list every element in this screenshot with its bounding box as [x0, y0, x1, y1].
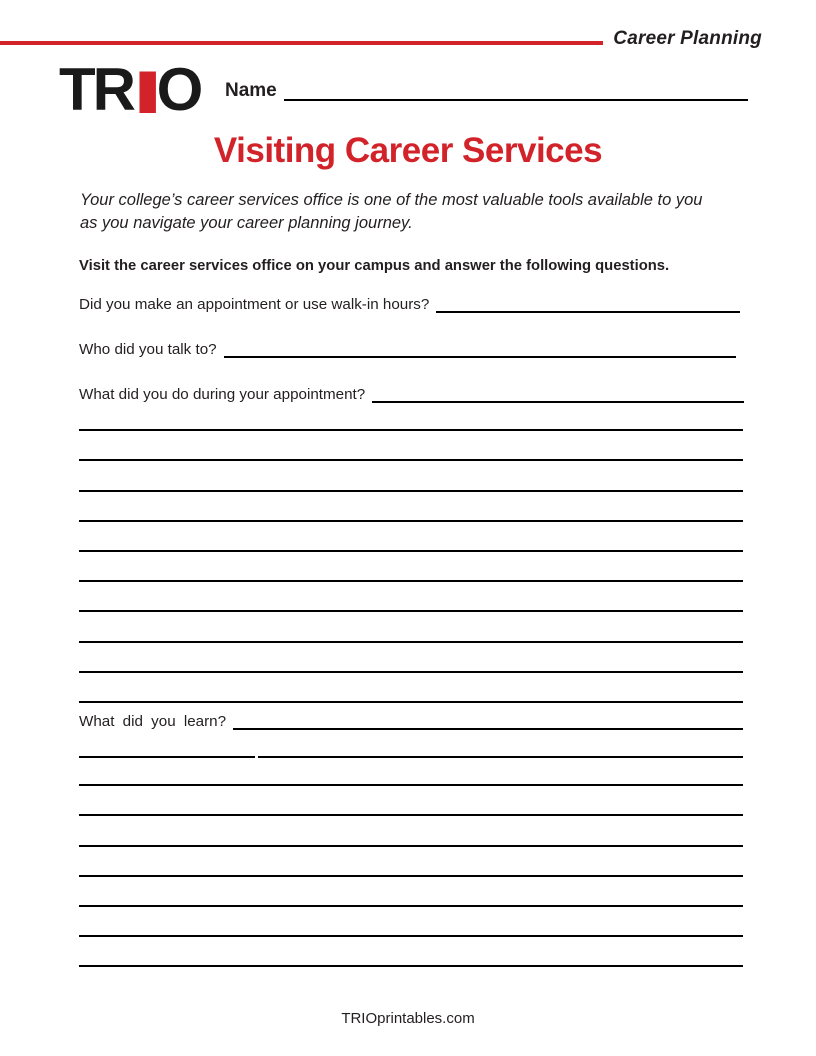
blank-answer-line — [79, 492, 743, 522]
blank-answer-line — [79, 937, 743, 967]
blank-answer-line — [79, 431, 743, 461]
blank-answer-line — [79, 877, 743, 907]
logo-tr: TR — [59, 56, 133, 123]
blank-answer-line — [79, 401, 743, 431]
trio-logo — [59, 56, 201, 126]
question-label: Did you make an appointment or use walk-in hours? — [79, 296, 430, 313]
blank-answer-line — [79, 907, 743, 937]
blank-answer-line — [79, 786, 743, 816]
answer-line — [224, 356, 736, 358]
instruction-line: Visit the career services office on your campus and answer the following questions. — [79, 258, 670, 274]
blank-answer-line — [79, 612, 743, 642]
question-who-did-you-talk-to — [79, 341, 736, 359]
intro-paragraph: Your college’s career services office is one of the most valuable tools available to you as you navigate your career planning journey. — [80, 191, 703, 232]
blank-answer-line — [79, 643, 743, 673]
blank-answer-line — [79, 673, 743, 703]
split-answer-line — [79, 742, 743, 756]
page-title: Visiting Career Services — [213, 131, 603, 170]
blank-answer-line — [79, 582, 743, 612]
answer-line — [436, 311, 740, 313]
learn-answer-lines — [79, 756, 743, 967]
blank-answer-line — [79, 756, 743, 786]
name-label: Name — [225, 80, 277, 101]
blank-answer-line — [79, 847, 743, 877]
blank-answer-line — [79, 461, 743, 491]
category-label: Career Planning — [613, 28, 762, 49]
question-label: What did you learn? — [79, 713, 227, 730]
header-rule — [0, 41, 603, 45]
name-field-row — [225, 79, 748, 103]
question-what-did-you-learn — [79, 713, 743, 731]
appointment-answer-lines — [79, 401, 743, 703]
logo-o: O — [156, 56, 201, 123]
footer-site-url: TRIOprintables.com — [341, 1010, 475, 1027]
blank-answer-line — [79, 552, 743, 582]
name-answer-line — [284, 99, 748, 101]
question-label: What did you do during your appointment? — [79, 386, 366, 403]
blank-answer-line — [79, 816, 743, 846]
question-label: Who did you talk to? — [79, 341, 217, 358]
logo-i-red: I — [131, 59, 158, 126]
answer-line — [233, 728, 743, 730]
blank-answer-line — [79, 522, 743, 552]
question-appointment-or-walkin — [79, 296, 740, 314]
